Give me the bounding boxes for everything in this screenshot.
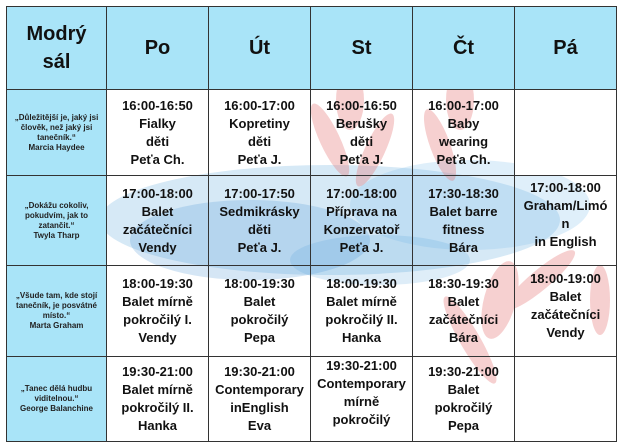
slot-time: 19:30-21:00 (224, 364, 295, 379)
slot-detail: děti (247, 221, 272, 237)
slot-class: Graham/Limó (523, 198, 608, 213)
slot-detail: pokročilý (230, 312, 289, 327)
slot-class: Balet (141, 203, 174, 219)
slot-teacher: Bára (449, 239, 478, 255)
class-slot (107, 357, 209, 442)
slot-class: Contemporary (215, 382, 304, 397)
quote-author: Marta Graham (29, 321, 84, 330)
slot-detail: mírně (343, 394, 380, 409)
slot-teacher: Vendy (138, 239, 177, 255)
slot-teacher: Peťa J. (237, 151, 282, 167)
slot-class: Balet barre (429, 203, 498, 219)
slot-class: Kopretiny (229, 115, 290, 131)
slot-teacher: Hanka (341, 330, 382, 345)
slot-class: Balet (447, 382, 480, 397)
quote-text: „Důležitější je, jaký jsi člověk, než jaký jsi tanečník.“ (14, 112, 99, 142)
slot-time: 16:00-17:00 (224, 97, 295, 113)
slot-detail: děti (145, 133, 170, 149)
slot-time: 18:00-19:00 (530, 271, 601, 286)
slot-detail: pokročilý II. (325, 312, 398, 327)
slot-detail: Konzervatoř (323, 221, 400, 237)
class-slot (413, 357, 515, 442)
class-slot (107, 176, 209, 266)
slot-detail: pokročilý (434, 400, 493, 415)
slot-class: Contemporary (317, 376, 406, 391)
table-row (7, 176, 617, 266)
day-label: Út (248, 36, 271, 59)
slot-detail: začátečníci (530, 307, 601, 322)
slot-class: Fialky (139, 115, 176, 131)
slot-teacher: Pepa (243, 330, 276, 345)
class-slot (413, 266, 515, 357)
class-slot (107, 266, 209, 357)
slot-detail: začátečníci (428, 312, 499, 327)
quote-author: George Balanchine (20, 404, 93, 413)
slot-time: 16:00-16:50 (122, 97, 193, 113)
slot-time: 17:30-18:30 (428, 185, 499, 201)
quote-cell (7, 266, 107, 357)
slot-time: 18:00-19:30 (122, 276, 193, 291)
day-label: Po (144, 36, 171, 59)
slot-teacher: Bára (449, 330, 478, 345)
slot-time: 18:00-19:30 (224, 276, 295, 291)
day-header-thursday (413, 7, 515, 90)
slot-teacher: Peťa J. (237, 239, 282, 255)
quote-cell (7, 90, 107, 176)
slot-teacher: Hanka (137, 418, 178, 433)
hall-title-cell (7, 7, 107, 90)
slot-time: 19:30-21:00 (122, 364, 193, 379)
class-slot (413, 176, 515, 266)
slot-detail: pokročilý I. (123, 312, 192, 327)
class-slot (311, 357, 413, 442)
slot-class: Příprava na (326, 203, 397, 219)
slot-detail: inEnglish (230, 400, 289, 415)
slot-teacher: in English (534, 234, 597, 249)
table-row (7, 357, 617, 442)
day-header-friday (515, 7, 617, 90)
slot-teacher: Eva (247, 418, 272, 433)
slot-teacher: Peťa Ch. (130, 151, 185, 167)
slot-time: 17:00-18:00 (530, 180, 601, 195)
slot-teacher: Peťa J. (339, 151, 384, 167)
slot-detail: začátečníci (122, 221, 193, 237)
quote-text: „Dokážu cokoliv, pokudvím, jak to zatančit.“ (24, 200, 89, 230)
day-label: Čt (452, 36, 475, 59)
slot-detail: děti (247, 133, 272, 149)
quote-cell (7, 357, 107, 442)
class-slot (209, 357, 311, 442)
quote-author: Twyla Tharp (33, 230, 80, 240)
table-row (7, 90, 617, 176)
class-slot (209, 266, 311, 357)
slot-class: Balet mírně (326, 294, 397, 309)
slot-time: 17:00-18:00 (326, 185, 397, 201)
class-slot (413, 90, 515, 176)
quote-author: Marcia Haydee (28, 142, 85, 152)
slot-time: 18:00-19:30 (326, 276, 397, 291)
slot-teacher: Peťa Ch. (436, 151, 491, 167)
slot-detail: děti (349, 133, 374, 149)
slot-time: 17:00-18:00 (122, 185, 193, 201)
hall-title-line2: sál (42, 51, 71, 73)
class-slot (311, 266, 413, 357)
slot-time: 18:30-19:30 (428, 276, 499, 291)
slot-class: Balet (549, 289, 582, 304)
quote-cell (7, 176, 107, 266)
slot-class: Balet (243, 294, 276, 309)
class-slot (209, 90, 311, 176)
slot-class: Balet mírně (122, 382, 193, 397)
slot-class: Berušky (335, 115, 388, 131)
class-slot (311, 176, 413, 266)
day-header-wednesday (311, 7, 413, 90)
slot-time: 16:00-16:50 (326, 97, 397, 113)
day-label: Pá (553, 36, 578, 59)
class-slot (107, 90, 209, 176)
slot-detail: fitness (442, 221, 485, 237)
slot-teacher: Vendy (546, 325, 585, 340)
slot-time: 19:30-21:00 (428, 364, 499, 379)
slot-time: 16:00-17:00 (428, 97, 499, 113)
hall-title-line1: Modrý (26, 23, 87, 45)
header-row (7, 7, 617, 90)
class-slot (515, 176, 617, 266)
slot-teacher: Vendy (138, 330, 177, 345)
class-slot (515, 266, 617, 357)
empty-slot (515, 90, 617, 176)
day-header-monday (107, 7, 209, 90)
slot-time: 17:00-17:50 (224, 185, 295, 201)
slot-class: Balet (447, 294, 480, 309)
slot-detail: n (561, 216, 570, 231)
day-label: St (351, 36, 372, 59)
slot-time: 19:30-21:00 (326, 358, 397, 373)
slot-detail: wearing (438, 133, 489, 149)
class-slot (209, 176, 311, 266)
day-header-tuesday (209, 7, 311, 90)
slot-class: Balet mírně (122, 294, 193, 309)
quote-text: „Tanec dělá hudbu viditelnou.“ (20, 384, 93, 403)
schedule-table (6, 6, 617, 442)
table-row (7, 266, 617, 357)
quote-text: „Všude tam, kde stojí tanečník, je posvátné místo.“ (15, 291, 98, 320)
slot-class: Sedmikrásky (219, 203, 300, 219)
slot-teacher: Pepa (447, 418, 480, 433)
slot-detail: pokročilý II. (121, 400, 194, 415)
slot-class: Baby (447, 115, 480, 131)
class-slot (311, 90, 413, 176)
slot-teacher: Peťa J. (339, 239, 384, 255)
empty-slot (515, 357, 617, 442)
slot-teacher: pokročilý (332, 412, 391, 427)
